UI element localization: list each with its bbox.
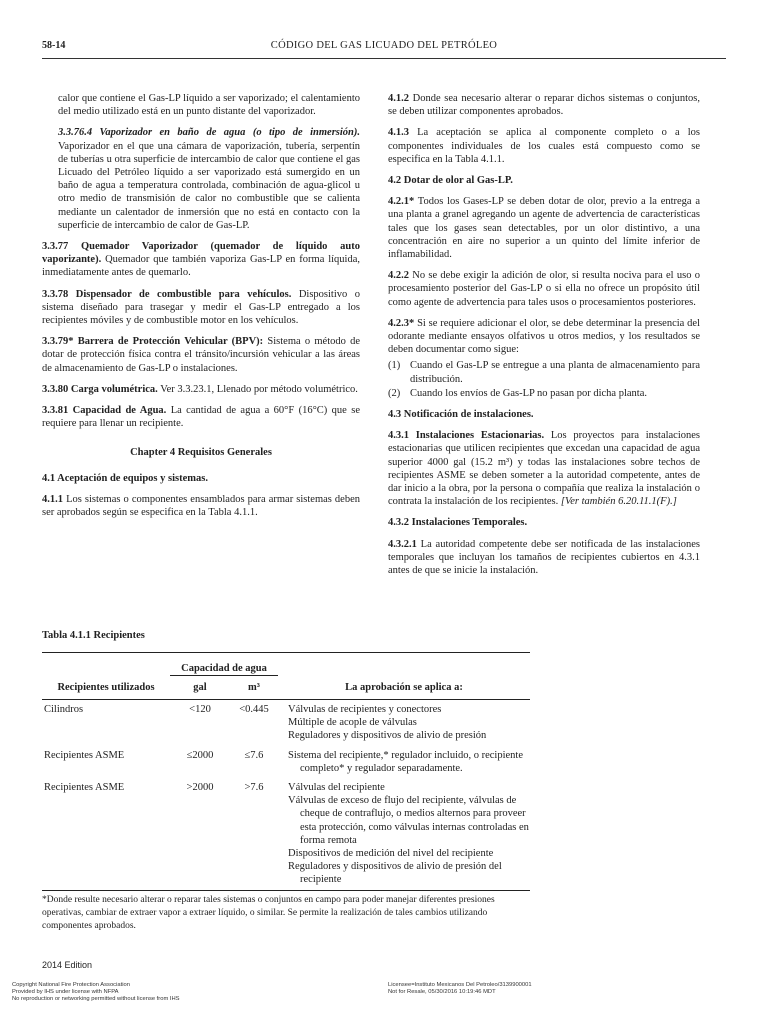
right-column (388, 92, 700, 585)
copyright-line: No reproduction or networking permitted without license from IHS (12, 996, 180, 1002)
section-3-3-79 (42, 335, 360, 375)
cell-container: Cilindros (44, 704, 84, 715)
section-body: La cantidad de agua a 60°F (16°C) que se requiere para llenar un recipiente. (42, 405, 360, 430)
section-4-1-1 (42, 493, 360, 519)
section-body: Dispositivo o sistema diseñado para trasegar y medir el Gas-LP entregado a los recipientes móviles y de combustible motor en los vehículos. (42, 288, 360, 327)
left-column (42, 92, 360, 527)
section-4-2-2 (388, 269, 700, 309)
table-header-row (42, 677, 530, 699)
column-header-approval: La aprobación se aplica a: (345, 682, 463, 694)
column-header-gal: gal (193, 682, 207, 694)
edition-label: 2014 Edition (42, 960, 93, 970)
list-number: (1) (388, 360, 401, 372)
column-header-m3: m³ (248, 682, 260, 694)
section-heading: 4.1.1 (42, 493, 63, 505)
license-notice (388, 982, 532, 996)
capacity-group-header: Capacidad de agua (181, 663, 267, 674)
section-heading: 4.2.1* (388, 196, 415, 208)
cell-approval (278, 703, 530, 743)
chapter-title: Chapter 4 Requisitos Generales (130, 447, 272, 459)
section-heading: 4.3.1 Instalaciones Estacionarias. (388, 430, 545, 442)
section-heading: 4.2.3* (388, 317, 415, 329)
copyright-notice (12, 982, 180, 1003)
section-heading: 3.3.76.4 Vaporizador en baño de agua (o tipo de inmersión). (58, 127, 360, 139)
section-3-3-76-4 (42, 126, 360, 232)
section-body: Vaporizador en el que una cámara de vaporización, tubería, serpentín de tuberías u otra superficie de intercambio de calor que contiene el gas Licuado del Petróleo líquido a ser vaporizado está sumergido en un baño de agua a temperatura controlada, combinación de agua-glicol u otro medio de transmisión de calor no combustible que se calienta mediante un calentador de inmersión que no está en contacto con la superficie de intercambio de calor de Gas-LP. (58, 140, 360, 231)
list-text: Cuando el Gas-LP se entregue a una planta de almacenamiento para distribución. (410, 360, 700, 385)
section-body: Si se requiere adicionar el olor, se debe determinar la presencia del odorante mediante ensayos olfativos u otros medios, y los resultados se deben documentar como sigue: (388, 317, 700, 356)
section-body: Los sistemas o componentes ensamblados para armar sistemas deben ser aprobados según se especifica en la Tabla 4.1.1. (42, 493, 360, 519)
copyright-line: Provided by IHS under license with NFPA (12, 989, 119, 995)
page-number: 58-14 (42, 40, 66, 51)
table-row (42, 700, 530, 746)
section-heading: 3.3.79* Barrera de Protección Vehicular (BPV): (42, 336, 264, 348)
list-item (388, 359, 700, 385)
approval-item: Sistema del recipiente,* regulador incluido, o recipiente completo* y regulador separadamente. (288, 749, 523, 774)
approval-item: Reguladores y dispositivos de alivio de presión del recipiente (288, 861, 502, 886)
table-title: Tabla 4.1.1 Recipientes (42, 630, 145, 641)
section-4-2-heading: 4.2 Dotar de olor al Gas-LP. (388, 175, 513, 187)
paragraph-continuation: calor que contiene el Gas-LP líquido a ser vaporizado; el calentamiento del medio utilizado está en un punto distante del vaporizador. (58, 93, 360, 118)
approval-item: Reguladores y dispositivos de alivio de presión (288, 730, 487, 742)
license-line: Not for Resale, 05/30/2016 10:19:46 MDT (388, 989, 496, 995)
header-rule (42, 58, 726, 59)
cell-gal: ≤2000 (186, 749, 214, 761)
table-group-header (42, 653, 530, 677)
section-body: Donde sea necesario alterar o reparar dichos sistemas o conjuntos, se deben utilizar componentes aprobados. (388, 93, 700, 118)
section-3-3-81 (42, 404, 360, 430)
cell-gal: <120 (189, 704, 211, 715)
section-4-3-1 (388, 429, 700, 508)
list-text: Cuando los envíos de Gas-LP no pasan por dicha planta. (410, 387, 647, 399)
cell-container: Recipientes ASME (44, 749, 125, 761)
approval-item: Válvulas de exceso de flujo del recipiente, válvulas de cheque de contraflujo, o medios alternos para proveer esta protección, como válvulas internas controladas en forma remota (288, 795, 529, 846)
table-footnote: *Donde resulte necesario alterar o reparar tales sistemas o conjuntos en campo para poder manejar diferentes presiones operativas, cambiar de extraer vapor a extraer líquido, o similar. Se permite la realización de tales cambios utilizando componentes aprobados. (42, 894, 495, 931)
section-4-3-2-1 (388, 538, 700, 578)
running-title: CÓDIGO DEL GAS LICUADO DEL PETRÓLEO (270, 40, 498, 51)
section-heading: 4.3.2.1 (388, 538, 417, 550)
approval-item: Dispositivos de medición del nivel del recipiente (288, 848, 494, 860)
section-4-2-1 (388, 195, 700, 261)
list-item (388, 387, 700, 400)
section-body: Sistema o método de dotar de protección física contra el tránsito/incursión vehicular a las áreas de almacenamiento de Gas-LP o instalaciones. (42, 336, 360, 374)
cell-gal: >2000 (186, 782, 214, 794)
section-body: Ver 3.3.23.1, Llenado por método volumétrico. (157, 383, 358, 395)
section-heading: 4.2.2 (388, 270, 409, 282)
section-4-2-3 (388, 317, 700, 357)
section-4-3-2-heading: 4.3.2 Instalaciones Temporales. (388, 517, 528, 529)
cell-approval (278, 749, 530, 775)
cell-m3: ≤7.6 (244, 749, 264, 761)
section-4-1-2 (388, 92, 700, 118)
section-heading: 3.3.77 Quemador Vaporizador (quemador de líquido auto vaporizante). (42, 241, 360, 266)
capacity-group-rule (170, 675, 278, 676)
section-4-1-3 (388, 126, 700, 166)
approval-item: Múltiple de acople de válvulas (288, 717, 417, 729)
section-3-3-77 (42, 240, 360, 280)
section-3-3-78 (42, 288, 360, 328)
copyright-line: Copyright National Fire Protection Association (12, 982, 130, 988)
table-row (42, 746, 530, 778)
list-number: (2) (388, 387, 401, 399)
table-row (42, 778, 530, 890)
section-body: Todos los Gases-LP se deben dotar de olor, previo a la entrega a una planta a granel agregando un agente de advertencia de características tales que los gases sean detectables, por un olor distintivo, a una concentración en aire no superior a un quinto del límite inferior de inflamabilidad. (388, 196, 700, 261)
section-body: Los proyectos para instalaciones estacionarias que utilicen recipientes que excedan una capacidad de agua superior 4000 gal (15.2 m³) y todas las instalaciones sobre techos de recipientes ASME se deben someter a la autoridad competente, antes de dar inicio a la obra, por la persona o compañía que realiza la instalación o contrata la instalación de los recipientes. (388, 430, 701, 508)
section-heading: 3.3.78 Dispensador de combustible para vehículos. (42, 288, 292, 300)
cell-approval (278, 781, 530, 887)
section-3-3-80 (42, 383, 360, 396)
section-heading: 3.3.81 Capacidad de Agua. (42, 405, 167, 417)
containers-table (42, 652, 530, 933)
section-body: No se debe exigir la adición de olor, si resulta nociva para el uso o procesamiento posterior del Gas-LP o si ella no ofrece un propósito útil como agente de advertencia para tales usos o procesamientos posteriores. (388, 270, 700, 308)
license-line: Licensee=Instituto Mexicanos Del Petroleo/3139900001 (388, 982, 532, 988)
section-4-1-heading: 4.1 Aceptación de equipos y sistemas. (42, 472, 208, 484)
section-heading: 3.3.80 Carga volumétrica. (42, 383, 158, 395)
section-body: La aceptación se aplica al componente completo o a los componentes individuales de los cuales está compuesto como se especifica en la Tabla 4.1.1. (388, 127, 700, 165)
column-header-containers: Recipientes utilizados (57, 682, 155, 694)
cell-container: Recipientes ASME (44, 782, 125, 794)
section-reference: [Ver también 6.20.11.1(F).] (558, 496, 677, 508)
cell-m3: <0.445 (239, 704, 269, 715)
section-body: Quemador que también vaporiza Gas-LP en forma líquida, inmediatamente antes de quemarlo. (42, 254, 360, 279)
section-heading: 4.1.3 (388, 127, 409, 139)
section-4-3-heading: 4.3 Notificación de instalaciones. (388, 409, 534, 421)
approval-item: Válvulas de recipientes y conectores (288, 704, 442, 715)
section-body: La autoridad competente debe ser notificada de las instalaciones temporales que incluyan los tamaños de recipientes cubiertos en 4.3.1 antes de que se inicie la instalación. (388, 538, 700, 577)
cell-m3: >7.6 (244, 782, 264, 794)
section-heading: 4.1.2 (388, 93, 409, 104)
approval-item: Válvulas del recipiente (288, 782, 385, 794)
